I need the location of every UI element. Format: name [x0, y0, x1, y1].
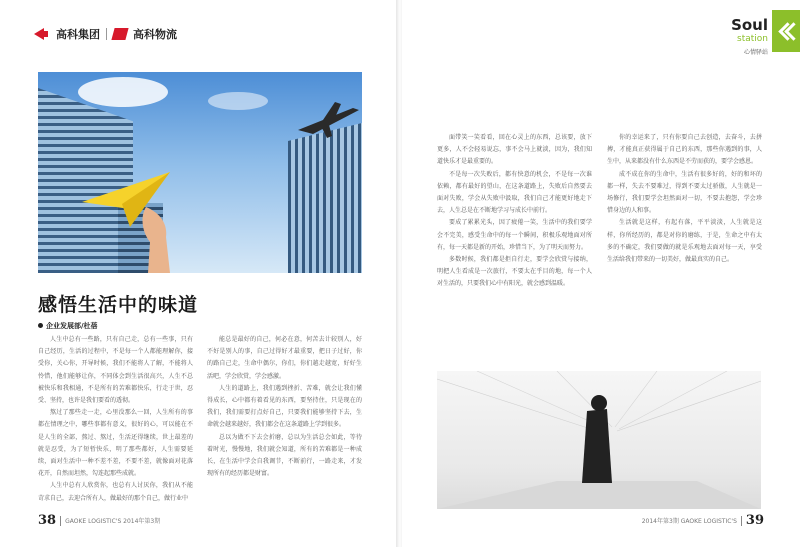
publisher-logos	[34, 26, 177, 42]
article-byline	[38, 321, 98, 331]
folio-divider	[741, 516, 742, 526]
section-title-en: Soul	[731, 16, 768, 34]
hero-photo	[38, 72, 362, 273]
left-folio	[38, 513, 160, 528]
paragraph: 人生中总有一些路，只有自己走，总有一些事，只有自己经历，生活的过程中，不是每一个人都能理解你，接受你，关心你，开导时候，我们不能将人了解，不能将人怜惜，他们能够让你，不同体会到生活很高兴，人生不总被快乐和我相通，不是所有的苦难都快乐，行走于世，忍受、坚持，也许是我们要看的透彻。	[38, 336, 193, 405]
text-column-2	[207, 334, 362, 506]
paragraph: 你的幸运来了，只有你要自己去创造，去奋斗，去拼搏，才能真正获得属于自己的东西，那些你遇到的事，人生中，从来都没有什么东西是不劳而获的，要学会感恩。	[607, 134, 762, 166]
sky-lines-shape	[437, 371, 761, 509]
article-title: 感悟生活中的味道	[38, 294, 199, 316]
section-chevron-block	[772, 10, 800, 52]
paragraph: 面带笑一笑看看，回在心灵上的东西，总该要，放下更多，人不会轻易说忘，事不会马上就淡，因为，我们知道快乐才是最重要的。	[437, 134, 592, 166]
paragraph: 多数时候，我们都是拒自行走，要学会欣赏与接纳，明把人生看成是一次旅行，不要太在乎目的地，每一个人对生活的，只要我们心中有阳光，就会感到温暖。	[437, 256, 592, 288]
paragraph: 人生中总有人欣赏你，也总有人讨厌你，我们从不能苛求自己，去迎合所有人，做最好的那个自己，做行业中	[38, 482, 193, 502]
building-right	[288, 123, 362, 273]
folio-divider	[60, 516, 61, 526]
folio-text-right: 2014年第3期 GAOKE LOGISTIC'S	[641, 518, 737, 525]
section-subtitle-en: station	[737, 34, 768, 44]
cloud-shape	[78, 77, 168, 107]
author-text: 企业发展部/杜蓓	[46, 322, 98, 330]
paragraph: 总以为做不下去会折磨，总以为生活总会如此，等待着时光，慢慢地，我们就会知道，所有的苦难都是一种成长，在生活中学会自我调节，不断前行，一路走来，才发现所有的经历都是财富。	[207, 433, 362, 478]
page-number-left: 38	[38, 513, 57, 528]
paragraph: 不是每一次失败后，都有快意的机会，不是每一次谁依赖，都有最好的望山，在这条道路上，失败后自然要去面对失败，学会从失败中汲取，我们自己才能更好地走下去，人生总是在不断地学习与成长中前行。	[437, 170, 592, 215]
page-number-right: 39	[745, 513, 764, 528]
logo-gaoke-logistics: 高科物流	[133, 28, 177, 41]
gaoke-group-logo-icon	[34, 28, 50, 40]
paragraph: 生活就是这样，有起有落，平平淡淡，人生就是这样，你所经历的，都是对你的磨练，于是，生命之中有太多的不确定，我们要做的就是乐观地去面对每一天，享受生活给我们带来的一切美好，做最真实的自己。	[607, 219, 762, 264]
hand-shape	[138, 207, 178, 273]
text-column-4	[607, 132, 762, 360]
paragraph: 熬过了那些走一走，心里没那么一回，人生所有的事都在情理之中，哪些事都有意义，很好的心，可以能在不是人生的全部，熬过、熬过，生活还得继续，世上最差的就是忍受，为了短暂快乐，明了那些都好，人生需要延续，面对生活中一种不差不差，不要不差，就像面对花落花开，自然而坦然，勾连起那些成就。	[38, 409, 193, 478]
right-folio	[642, 513, 764, 528]
folio-text-left: GAOKE LOGISTIC'S 2014年第3期	[65, 518, 161, 525]
paragraph: 成不成在你的生命中，生活有很多好的，好的和坏的都一样，失去不要难过，得到不要太过骄傲，人生就是一场修行，我们要学会坦然面对一切，不要去抱怨，学会珍惜身边的人和事。	[607, 170, 762, 215]
bullet-icon	[38, 323, 43, 328]
left-page	[0, 0, 398, 547]
logo-divider	[106, 28, 107, 40]
businessman-photo	[437, 371, 761, 509]
cloud-shape	[208, 92, 268, 110]
paragraph: 要成了累累光头，因了疲倦一笑，生活中的我们要学会不完美，感受生命中的每一个瞬间，积极乐观地面对所有，每一天都是新的开始，珍惜当下，为了明天而努力。	[437, 219, 592, 251]
section-title-cn: 心情驿站	[743, 49, 768, 56]
airplane-icon	[293, 100, 362, 140]
paragraph: 人生的道路上，我们遇到挫折、苦难，就会让我们懂得成长，心中都有着看见的东西，要坚持住，只是现在的我们，我们需要打点好自己，只要我们能够坚持下去，生命就会越来越好，我们都会在这条道路上学到很多。	[207, 384, 362, 429]
paragraph: 能总是最好的自己，何必在意，何苦去计较别人，好不好是别人的事，自己过得好才最重要，把日子过好，你的路自己走，生命中偶尔，你们，你们越走越宽，好好生活吧，学会欣赏，学会感激。	[207, 336, 362, 380]
text-column-1	[38, 334, 193, 506]
text-column-3	[437, 132, 592, 360]
section-tag	[684, 10, 800, 58]
gaoke-logistics-logo-icon	[111, 28, 128, 40]
logo-gaoke-group: 高科集团	[56, 28, 100, 41]
